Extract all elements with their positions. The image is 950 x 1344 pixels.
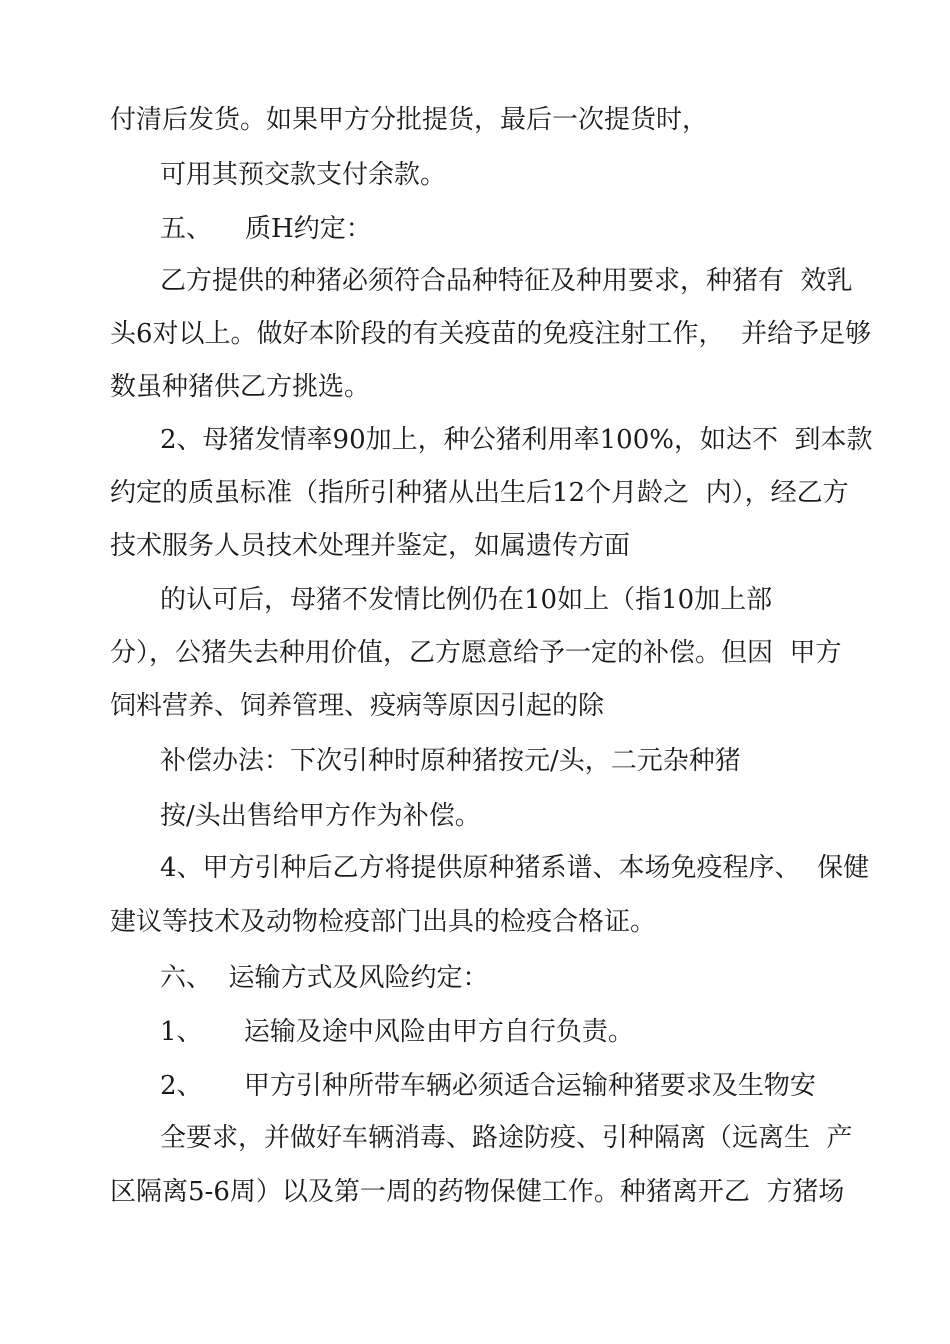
text-line: 头6对以上。做好本阶段的有关疫苗的免疫注射工作， 并给予足够 <box>110 319 872 349</box>
text-line: 2、 甲方引种所带车辆必须适合运输种猪要求及生物安 <box>160 1071 816 1101</box>
section-heading: 六、 运输方式及风险约定： <box>160 963 489 993</box>
text-line: 2、母猪发情率90加上，种公猪利用率100%，如达不 到本款 <box>160 425 873 455</box>
text-line: 补偿办法：下次引种时原种猪按元/头，二元杂种猪 <box>160 746 741 776</box>
text-line: 按/头出售给甲方作为补偿。 <box>160 801 481 831</box>
text-line: 付清后发货。如果甲方分批提货，最后一次提货时， <box>110 105 709 135</box>
text-line: 建议等技术及动物检疫部门出具的检疫合格证。 <box>110 907 657 937</box>
section-heading: 五、 质H约定： <box>160 214 372 244</box>
text-line: 约定的质虽标准（指所引种猪从出生后12个月龄之 内），经乙方 <box>110 478 849 508</box>
text-line: 技术服务人员技术处理并鉴定，如属遗传方面 <box>110 531 631 561</box>
text-line: 的认可后，母猪不发情比例仍在10如上（指10加上部 <box>160 585 773 615</box>
text-line: 数虽种猪供乙方挑选。 <box>110 372 371 402</box>
text-line: 1、 运输及途中风险由甲方自行负责。 <box>160 1017 634 1047</box>
text-line: 区隔离5-6周）以及第一周的药物保健工作。种猪离开乙 方猪场 <box>110 1177 845 1207</box>
text-line: 可用其预交款支付余款。 <box>160 160 447 190</box>
text-line: 饲料营养、饲养管理、疫病等原因引起的除 <box>110 691 605 721</box>
text-line: 分），公猪失去种用价值，乙方愿意给予一定的补偿。但因 甲方 <box>110 638 842 668</box>
text-line: 全要求，并做好车辆消毒、路途防疫、引种隔离（远离生 产 <box>160 1123 853 1153</box>
text-line: 乙方提供的种猪必须符合品种特征及种用要求，种猪有 效乳 <box>160 266 853 296</box>
text-line: 4、甲方引种后乙方将提供原种猪系谱、本场免疫程序、 保健 <box>160 853 870 883</box>
